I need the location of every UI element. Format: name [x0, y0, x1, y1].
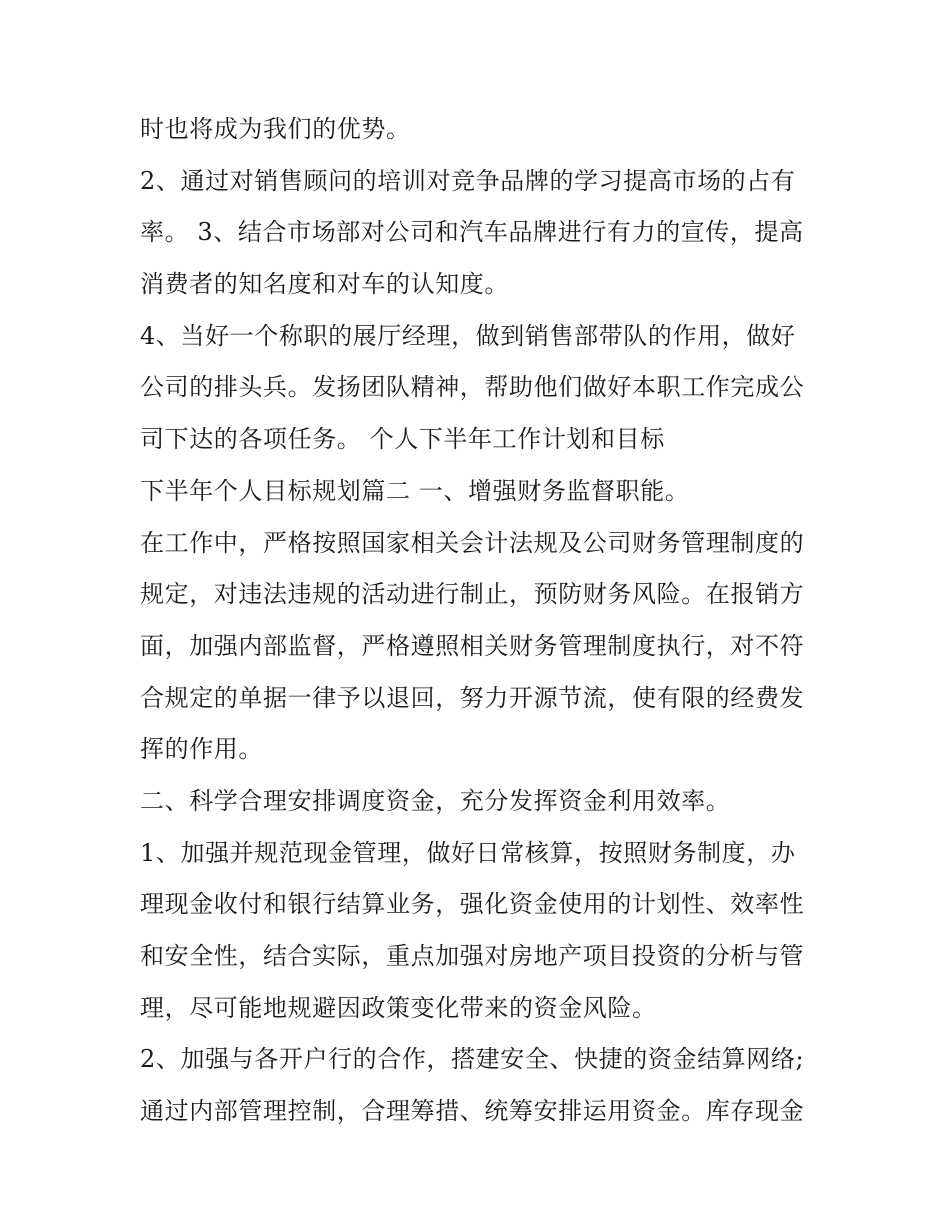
text-line: 规定，对违法违规的活动进行制止，预防财务风险。在报销方: [140, 580, 805, 609]
text-line: 理现金收付和银行结算业务，强化资金使用的计划性、效率性: [140, 890, 805, 919]
text-line: 4、当好一个称职的展厅经理，做到销售部带队的作用，做好: [140, 321, 796, 350]
text-line: 公司的排头兵。发扬团队精神，帮助他们做好本职工作完成公: [140, 373, 805, 402]
text-line: 在工作中，严格按照国家相关会计法规及公司财务管理制度的: [140, 528, 805, 557]
text-line: 时也将成为我们的优势。: [140, 115, 411, 143]
document-body: [140, 104, 830, 1138]
text-line: 率。 3、结合市场部对公司和汽车品牌进行有力的宣传，提高: [140, 218, 804, 247]
text-line: 理，尽可能地规避因政策变化带来的资金风险。: [140, 993, 657, 1022]
text-line: 1、加强并规范现金管理，做好日常核算，按照财务制度，办: [140, 838, 796, 867]
text-line: 和安全性，结合实际，重点加强对房地产项目投资的分析与管: [140, 942, 805, 970]
text-line: 2、加强与各开户行的合作，搭建安全、快捷的资金结算网络;: [140, 1045, 805, 1074]
text-line: 消费者的知名度和对车的认知度。: [140, 270, 509, 299]
text-line: 下半年个人目标规划篇二 一、增强财务监督职能。: [140, 476, 690, 505]
text-line: 合规定的单据一律予以退回，努力开源节流，使有限的经费发: [140, 683, 805, 712]
text-line: 面，加强内部监督，严格遵照相关财务管理制度执行，对不符: [140, 631, 805, 660]
text-line: 司下达的各项任务。 个人下半年工作计划和目标: [140, 425, 665, 454]
text-line: 挥的作用。: [140, 735, 263, 764]
text-line: 通过内部管理控制，合理筹措、统筹安排运用资金。库存现金: [140, 1097, 805, 1126]
text-line: 2、通过对销售顾问的培训对竞争品牌的学习提高市场的占有: [140, 166, 796, 195]
text-line: 二、科学合理安排调度资金，充分发挥资金利用效率。: [140, 786, 731, 815]
